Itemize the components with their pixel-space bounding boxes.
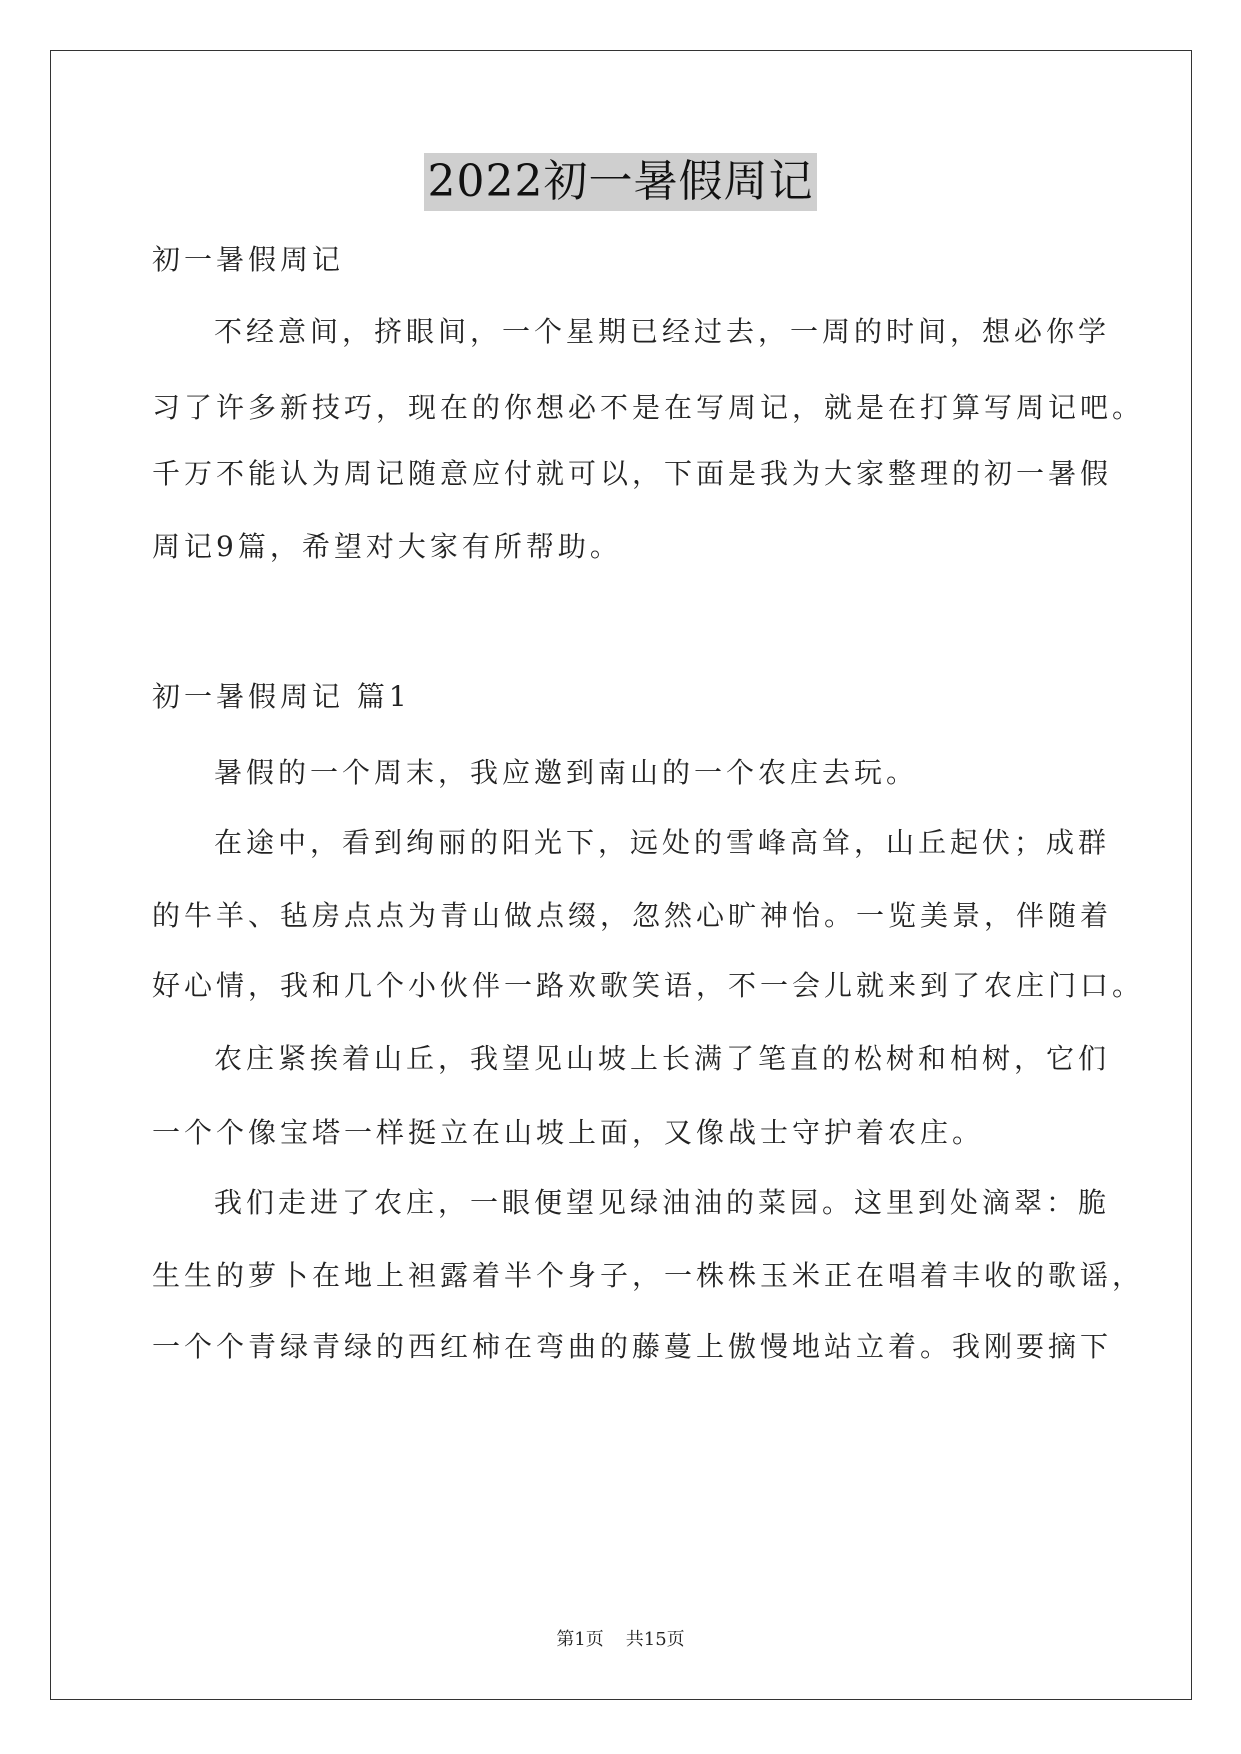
body-line: 我们走进了农庄，一眼便望见绿油油的菜园。这里到处滴翠：脆: [214, 1186, 1111, 1219]
body-line: 生生的萝卜在地上袒露着半个身子，一株株玉米正在唱着丰收的歌谣，: [152, 1259, 1145, 1292]
intro-line: 周记9篇，希望对大家有所帮助。: [152, 530, 622, 563]
body-line: 的牛羊、毡房点点为青山做点缀，忽然心旷神怡。一览美景，伴随着: [152, 899, 1113, 932]
title-container: [0, 153, 1241, 211]
document-title: 2022初一暑假周记: [424, 153, 818, 211]
intro-line: 千万不能认为周记随意应付就可以，下面是我为大家整理的初一暑假: [152, 457, 1113, 490]
page-total: 共15页: [625, 1629, 685, 1650]
body-line: 好心情，我和几个小伙伴一路欢歌笑语，不一会儿就来到了农庄门口。: [152, 969, 1145, 1002]
intro-line: 不经意间，挤眼间，一个星期已经过去，一周的时间，想必你学: [214, 315, 1111, 348]
section-heading: 初一暑假周记 篇1: [152, 680, 411, 713]
body-line: 一个个像宝塔一样挺立在山坡上面，又像战士守护着农庄。: [152, 1116, 985, 1149]
page-number: 第1页: [556, 1629, 604, 1650]
intro-line: 习了许多新技巧，现在的你想必不是在写周记，就是在打算写周记吧。: [152, 391, 1145, 424]
page-footer: [0, 1628, 1241, 1652]
body-line: 暑假的一个周末，我应邀到南山的一个农庄去玩。: [214, 756, 919, 789]
body-line: 在途中，看到绚丽的阳光下，远处的雪峰高耸，山丘起伏；成群: [214, 826, 1111, 859]
body-line: 一个个青绿青绿的西红柿在弯曲的藤蔓上傲慢地站立着。我刚要摘下: [152, 1330, 1113, 1363]
document-subtitle: 初一暑假周记: [152, 243, 345, 276]
page-border: [50, 50, 1192, 1700]
body-line: 农庄紧挨着山丘，我望见山坡上长满了笔直的松树和柏树，它们: [214, 1042, 1111, 1075]
